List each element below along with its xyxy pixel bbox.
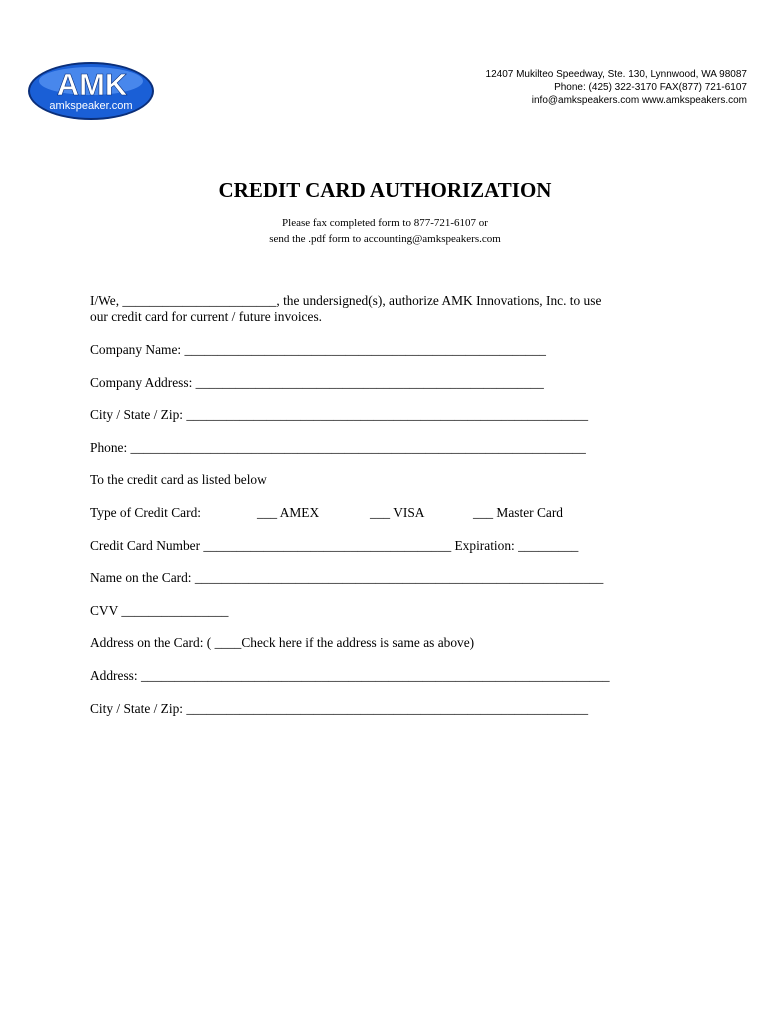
amk-logo [26, 60, 156, 122]
instructions-line-1: Please fax completed form to 877-721-6107 or [282, 217, 488, 229]
logo-url: amkspeaker.com [49, 100, 133, 112]
name-on-card-field[interactable]: Name on the Card: _____________________________________________________________ [90, 570, 604, 585]
card-number-field[interactable]: Credit Card Number _____________________________________ Expiration: _________ [90, 538, 579, 553]
address-on-card-text[interactable]: Address on the Card: ( ____Check here if the address is same as above) [90, 635, 475, 650]
company-address-field[interactable]: Company Address: ____________________________________________________ [90, 375, 544, 390]
company-name-field[interactable]: Company Name: ______________________________________________________ [90, 342, 547, 357]
page-title: CREDIT CARD AUTHORIZATION [218, 178, 552, 202]
phone-field[interactable]: Phone: ____________________________________________________________________ [90, 440, 586, 455]
card-type-mastercard[interactable]: ___ Master Card [473, 505, 563, 520]
listed-below-text: To the credit card as listed below [90, 472, 267, 487]
card-type-amex[interactable]: ___ AMEX [257, 505, 320, 520]
card-type-row [90, 505, 710, 521]
contact-address: 12407 Mukilteo Speedway, Ste. 130, Lynnwood, WA 98087 [485, 69, 747, 80]
card-type-label: Type of Credit Card: [90, 505, 201, 520]
instructions-line-2: send the .pdf form to accounting@amkspeakers.com [269, 233, 501, 245]
authorization-line-1[interactable]: I/We, _______________________, the undersigned(s), authorize AMK Innovations, Inc. to use [90, 293, 602, 308]
address-field[interactable]: Address: ______________________________________________________________________ [90, 668, 610, 683]
card-city-state-zip-field[interactable]: City / State / Zip: ____________________________________________________________ [90, 701, 589, 716]
authorization-line-2: our credit card for current / future invoices. [90, 309, 323, 324]
instructions [0, 215, 770, 247]
city-state-zip-field[interactable]: City / State / Zip: ____________________________________________________________ [90, 407, 589, 422]
card-type-visa[interactable]: ___ VISA [370, 505, 425, 520]
contact-phone: Phone: (425) 322-3170 FAX(877) 721-6107 [554, 82, 747, 93]
contact-block [486, 68, 747, 107]
contact-web: info@amkspeakers.com www.amkspeakers.com [531, 95, 747, 106]
logo-brand: AMK [56, 67, 128, 102]
cvv-field[interactable]: CVV ________________ [90, 603, 229, 618]
